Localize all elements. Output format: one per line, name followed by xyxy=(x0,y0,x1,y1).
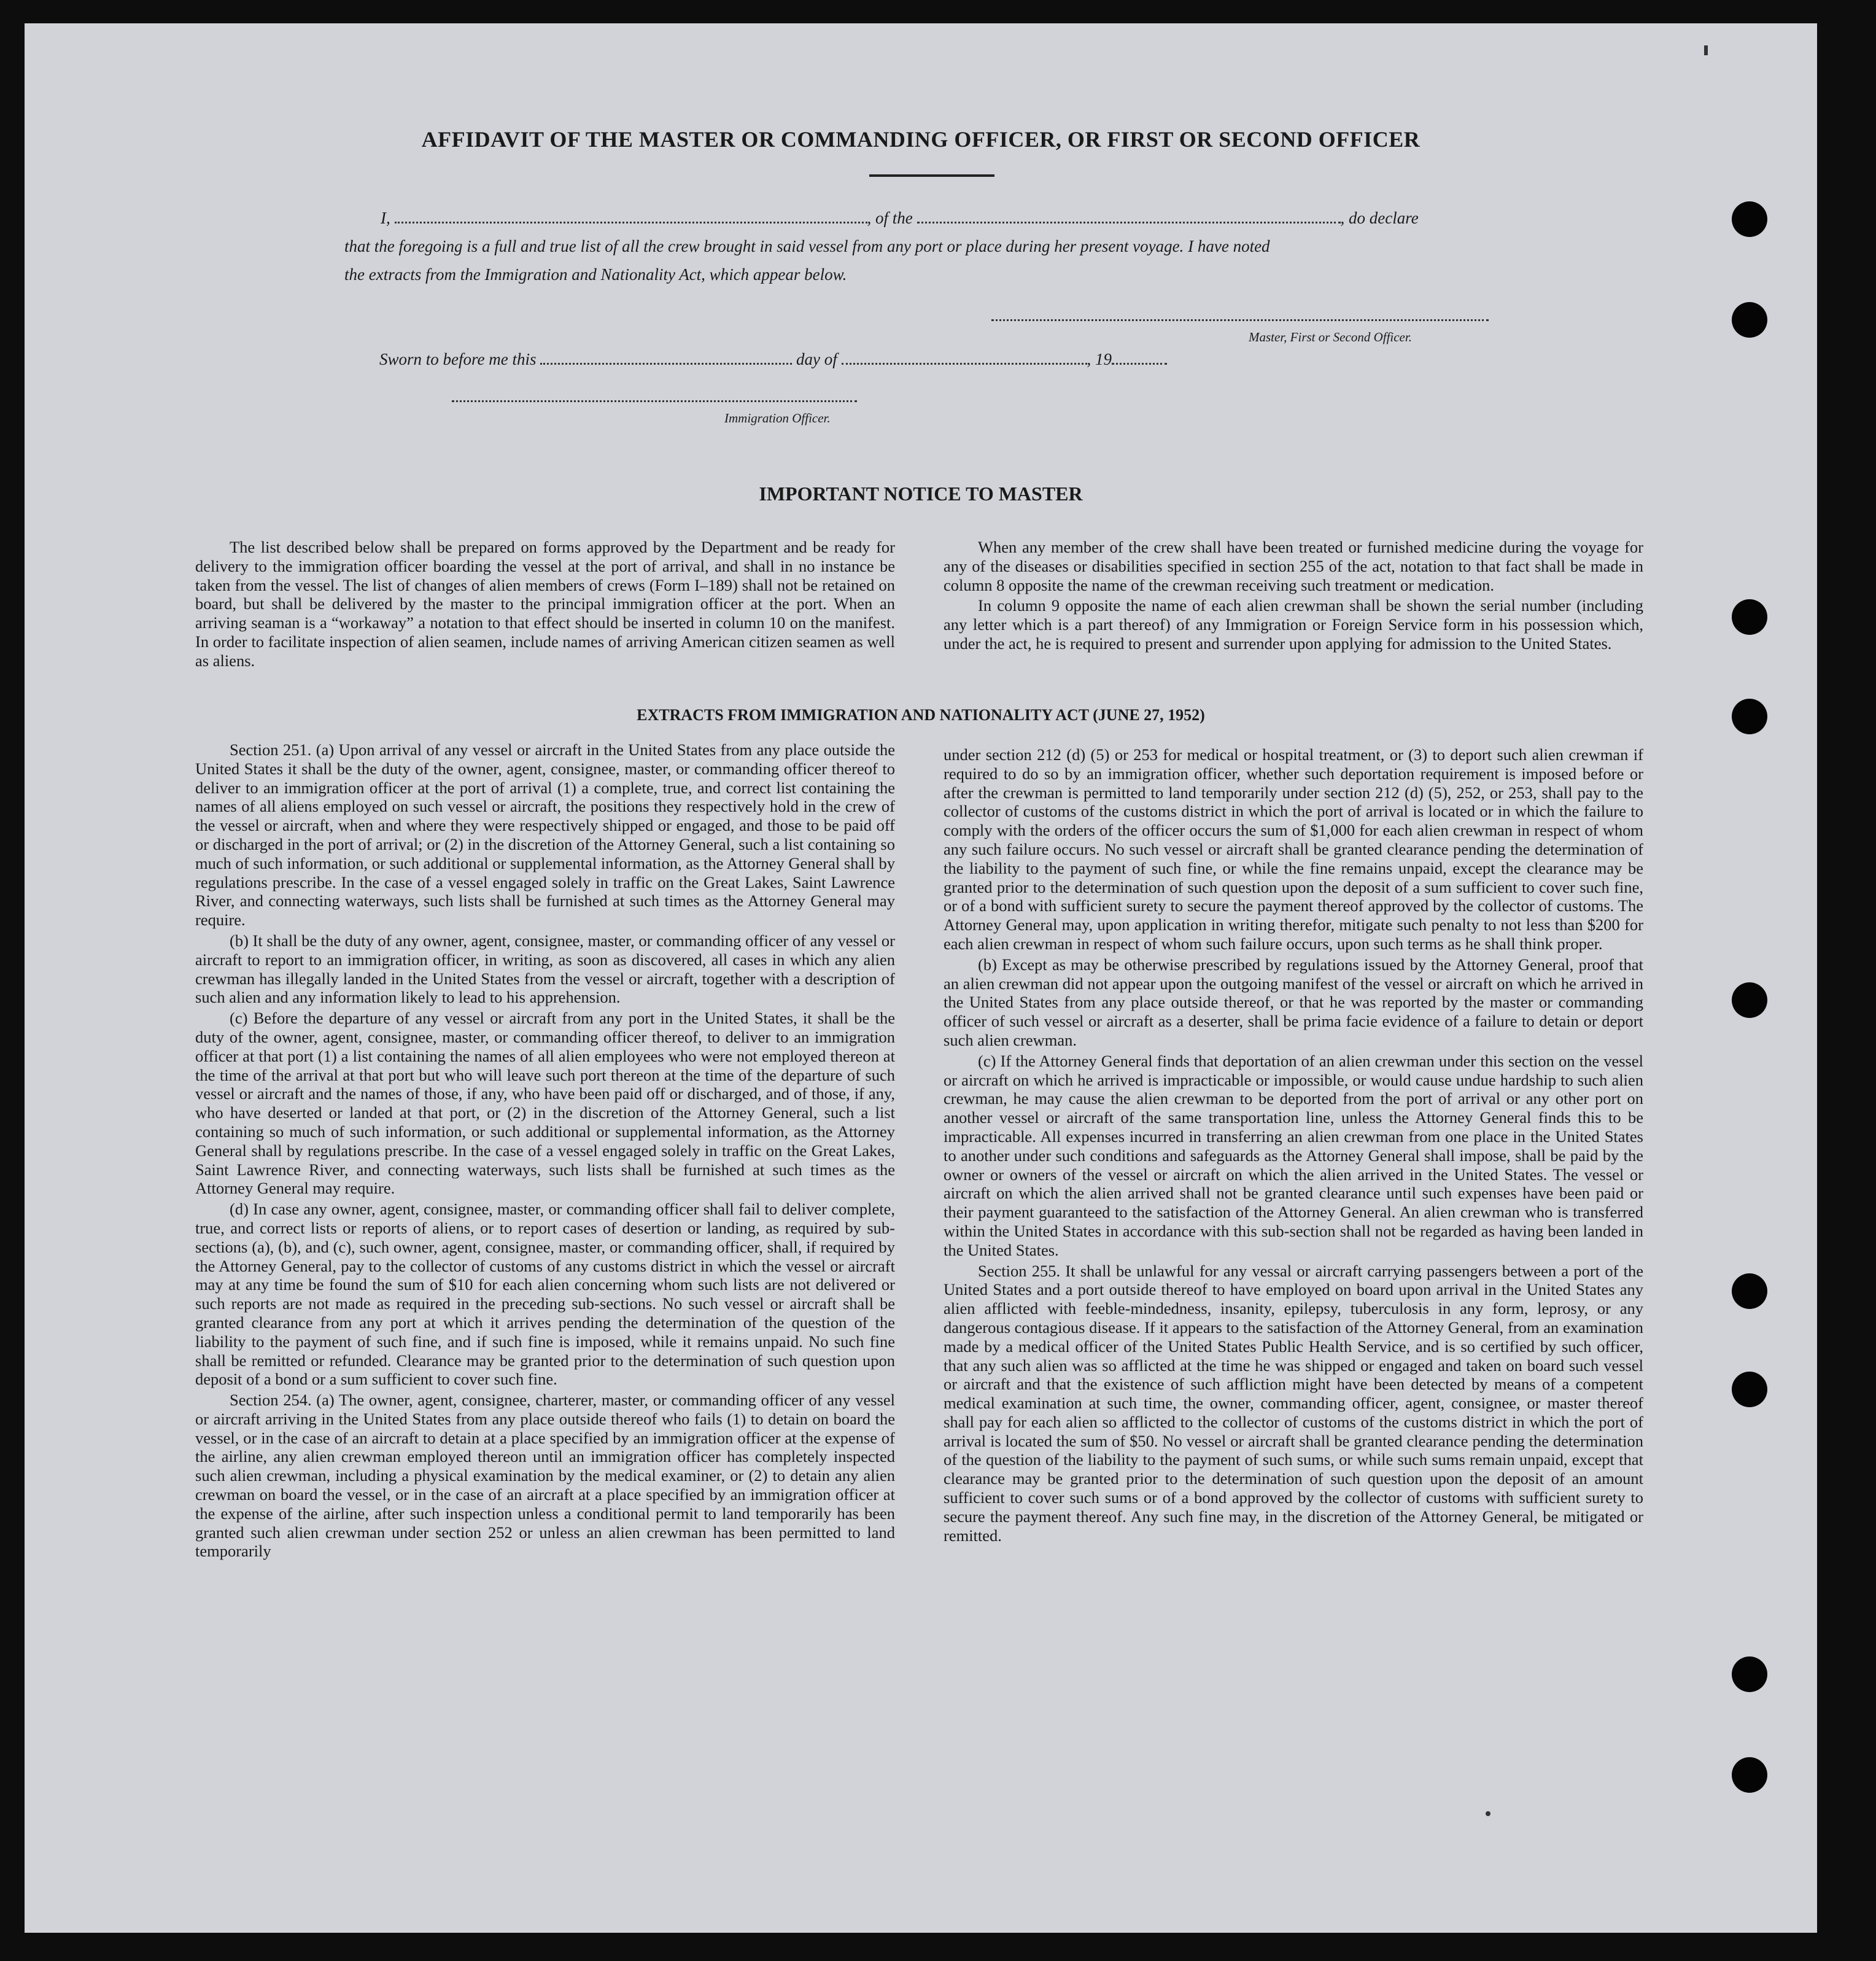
notice-paragraph: When any member of the crew shall have been treated or furnished medicine during the voyage for any of the diseases or disabilities specified in section 255 of the act, notation to that fact shall be made in column 8 opposite the name of the crewman receiving such treatment or medication. xyxy=(944,538,1643,594)
master-signature-line[interactable] xyxy=(991,318,1489,321)
sworn-month-field[interactable] xyxy=(842,362,1087,365)
notice-paragraph: In column 9 opposite the name of each alien crewman shall be shown the serial number (including any letter which is a part thereof) of any Immigration or Foreign Service form in his possession which, under the act, he is required to present and surrender upon applying for admission to the United States. xyxy=(944,596,1643,653)
extract-paragraph: (c) Before the departure of any vessel or aircraft from any port in the United States, it shall be the duty of the owner, agent, consignee, master, or commanding officer thereof, to deliver to an immigration officer at that port (1) a list containing the names of all alien employees who were not employed thereon at the time of the arrival at that port but who will leave such port thereon at the time of the departure of such vessel or aircraft and the names of those, if any, who have been paid off or discharged, and of those, if any, who have deserted or landed at that port, or (2) in the discretion of the Attorney General, such a list containing so much of such information, or such additional or supplemental information, as the Attorney General shall by regulations prescribe. In the case of a vessel engaged solely in traffic on the Great Lakes, Saint Lawrence River, and connecting waterways, such lists shall be furnished at such times as the Attorney General may require. xyxy=(195,1009,895,1198)
extract-paragraph: (d) In case any owner, agent, consignee, master, or commanding officer shall fail to deliver complete, true, and correct lists or reports of aliens, or to report cases of desertion or landing, as required by sub-sections (a), (b), and (c), such owner, agent, consignee, master, or commanding officer, shall, if required by the Attorney General, pay to the collector of customs of any customs district in which the vessel or aircraft may at any time be found the sum of $10 for each alien concerning whom such lists are not delivered or such reports are not made as required in the preceding sub-sections. No such vessel or aircraft shall be granted clearance from any port at which it arrives pending the determination of the question of the liability to the payment of such fine, and if such fine is imposed, while it remains unpaid. No such fine shall be remitted or refunded. Clearance may be granted prior to the determination of such question upon deposit of a bond or a sum sufficient to cover such fine. xyxy=(195,1200,895,1389)
officer-signature-label: Immigration Officer. xyxy=(724,411,831,425)
scan-speck xyxy=(1704,45,1708,55)
punch-hole xyxy=(1732,1372,1767,1407)
extracts-right-column xyxy=(944,745,1643,1547)
sworn-line xyxy=(379,349,1167,370)
year-label: , 19 xyxy=(1087,350,1112,368)
extract-paragraph: Section 251. (a) Upon arrival of any vessel or aircraft in the United States from any place outside the United States it shall be the duty of the owner, agent, consignee, master, or commanding officer thereof to deliver to an immigration officer at the port of arrival (1) a complete, true, and correct list containing the names of all aliens employed on such vessel or aircraft, the positions they respectively hold in the crew of the vessel or aircraft, when and where they were respectively shipped or engaged, and those to be paid off or discharged in the port of arrival; or (2) in the discretion of the Attorney General, such a list containing so much of such information, or such additional or supplemental information, as the Attorney General shall by regulations prescribe. In the case of a vessel engaged solely in traffic on the Great Lakes, Saint Lawrence River, and connecting waterways, such lists shall be furnished at such times as the Attorney General may require. xyxy=(195,740,895,930)
declaration-text-2: the extracts from the Immigration and Nationality Act, which appear below. xyxy=(344,265,847,284)
notice-right-column xyxy=(944,538,1643,655)
declarant-label: I, xyxy=(381,209,390,227)
punch-hole xyxy=(1732,1273,1767,1309)
title-divider xyxy=(869,174,994,177)
punch-hole xyxy=(1732,302,1767,338)
declarant-name-field[interactable] xyxy=(395,220,867,223)
extracts-left-column xyxy=(195,740,895,1563)
scan-speck xyxy=(1486,1811,1490,1816)
declaration-text-1: that the foregoing is a full and true list of all the crew brought in said vessel from any port or place during her present voyage. I have noted xyxy=(344,237,1270,255)
extract-paragraph: Section 254. (a) The owner, agent, consignee, charterer, master, or commanding officer of any vessel or aircraft arriving in the United States from any place outside thereof who fails (1) to detain on board the vessel, or in the case of an aircraft to detain at a place specified by an immigration officer at the expense of the airline, any alien crewman employed thereon until an immigration officer has completely inspected such alien crewman, including a physical examination by the medical examiner, or (2) to detain any alien crewman on board the vessel, or in the case of an aircraft at a place specified by an immigration officer at the expense of the airline, after such inspection unless a conditional permit to land temporarily has been granted such alien crewman under section 252 or unless an alien crewman has been permitted to land temporarily xyxy=(195,1391,895,1561)
sworn-label: Sworn to before me this xyxy=(379,350,537,368)
extract-paragraph: (c) If the Attorney General finds that deportation of an alien crewman under this section on the vessel or aircraft on which he arrived is impracticable or impossible, or would cause undue hardship to such alien crewman, he may cause the alien crewman to be deported from the port of arrival or any other port on another vessel or aircraft of the same transportation line, unless the Attorney General finds this to be impracticable. All expenses incurred in transferring an alien crewman from one place in the United States to another under such conditions and safeguards as the Attorney General shall impose, shall be paid by the owner or owners of the vessel or aircraft on which the alien arrived in the United States. The vessel or aircraft on which the alien arrived shall not be granted clearance until such expenses have been paid or their payment guaranteed to the satisfaction of the Attorney General. An alien crewman who is transferred within the United States in accordance with this sub-section shall not be regarded as having been landed in the United States. xyxy=(944,1051,1643,1259)
notice-paragraph: The list described below shall be prepared on forms approved by the Department and be ready for delivery to the immigration officer boarding the vessel at the port of arrival, and shall in no instance be taken from the vessel. The list of changes of alien members of crews (Form I–189) shall not be retained on board, but shall be delivered by the master to the principal immigration officer at the port. When an arriving seaman is a “workaway” a notation to that effect should be inserted in column 10 on the manifest. In order to facilitate inspection of alien seamen, include names of arriving American citizen seamen as well as aliens. xyxy=(195,538,895,670)
notice-left-column xyxy=(195,538,895,672)
of-the-label: , of the xyxy=(867,209,913,227)
document-page xyxy=(25,23,1817,1933)
affidavit-title: AFFIDAVIT OF THE MASTER OR COMMANDING OFFICER, OR FIRST OR SECOND OFFICER xyxy=(421,127,1421,152)
extract-paragraph: Section 255. It shall be unlawful for any vessal or aircraft carrying passengers between a port of the United States and a port outside thereof to have employed on board upon arrival in the United States any alien afflicted with feeble-mindedness, insanity, epilepsy, tuberculosis in any form, leprosy, or any dangerous contagious disease. If it appears to the satisfaction of the Attorney General, from an examination made by a medical officer of the United States Public Health Service, and is so certified by such officer, that any such alien was so afflicted at the time he was shipped or engaged and taken on board such vessel or aircraft and that the existence of such affliction might have been detected by means of a competent medical examination at such time, the owner, commanding officer, agent, consignee, or master thereof shall pay for each alien so afflicted to the collector of customs of the customs district in which the port of arrival is located the sum of $50. No vessel or aircraft shall be granted clearance pending the determination of the question of the liability to the payment of such sums, or while such sums remain unpaid, except that clearance may be granted prior to the determination of such question upon the deposit of an amount sufficient to cover such sums or of a bond approved by the collector of customs with sufficient surety to secure the payment thereof. Any such fine may, in the discretion of the Attorney General, be mitigated or remitted. xyxy=(944,1261,1643,1545)
notice-title: IMPORTANT NOTICE TO MASTER xyxy=(759,483,1083,505)
sworn-day-field[interactable] xyxy=(540,362,792,365)
punch-hole xyxy=(1732,982,1767,1018)
punch-hole xyxy=(1732,1656,1767,1692)
do-declare-label: , do declare xyxy=(1340,209,1419,227)
master-signature-label: Master, First or Second Officer. xyxy=(1249,330,1412,344)
extract-paragraph: (b) Except as may be otherwise prescribed by regulations issued by the Attorney General, proof that an alien crewman did not appear upon the outgoing manifest of the vessel or aircraft on which he arrived in the United States from any place outside thereof, or that he was reported by the master or commanding officer of such vessel or aircraft as a deserter, shall be prima facie evidence of a failure to detain or deport such alien crewman. xyxy=(944,955,1643,1049)
sworn-year-field[interactable] xyxy=(1112,362,1167,365)
declaration-line xyxy=(381,208,1419,228)
extract-paragraph: under section 212 (d) (5) or 253 for medical or hospital treatment, or (3) to deport such alien crewman if required to do so by an immigration officer, whether such deportation requirement is imposed before or after the crewman is permitted to land temporarily under section 212 (d) (5), 252, or 253, shall pay to the collector of customs of the customs district in which the port of arrival is located or in which the failure to comply with the orders of the officer occurs the sum of $1,000 for each alien crewman in respect of whom any such failure occurs. No such vessel or aircraft shall be granted clearance pending the determination of the liability to the payment of such fine, or while the fine remains unpaid, except the clearance may be granted prior to the determination of such question upon the deposit of a sum sufficient to cover such fine, or of a bond with sufficient surety to secure the payment thereof approved by the collector of customs. The Attorney General may, upon application in writing therefor, mitigate such penalty to not less than $200 for each alien crewman in respect of whom such failure occurs, upon such terms as he shall think proper. xyxy=(944,745,1643,953)
extract-paragraph: (b) It shall be the duty of any owner, agent, consignee, master, or commanding officer of any vessel or aircraft to report to an immigration officer, in writing, as soon as discovered, all cases in which any alien crewman has illegally landed in the United States from the vessel or aircraft, together with a description of such alien and any information likely to lead to his apprehension. xyxy=(195,931,895,1007)
punch-hole xyxy=(1732,699,1767,734)
extracts-title: EXTRACTS FROM IMMIGRATION AND NATIONALITY ACT (JUNE 27, 1952) xyxy=(637,706,1205,724)
day-of-label: day of xyxy=(796,350,837,368)
vessel-name-field[interactable] xyxy=(917,220,1341,223)
punch-hole xyxy=(1732,1757,1767,1793)
punch-hole xyxy=(1732,201,1767,237)
officer-signature-line[interactable] xyxy=(452,399,857,402)
punch-hole xyxy=(1732,599,1767,635)
